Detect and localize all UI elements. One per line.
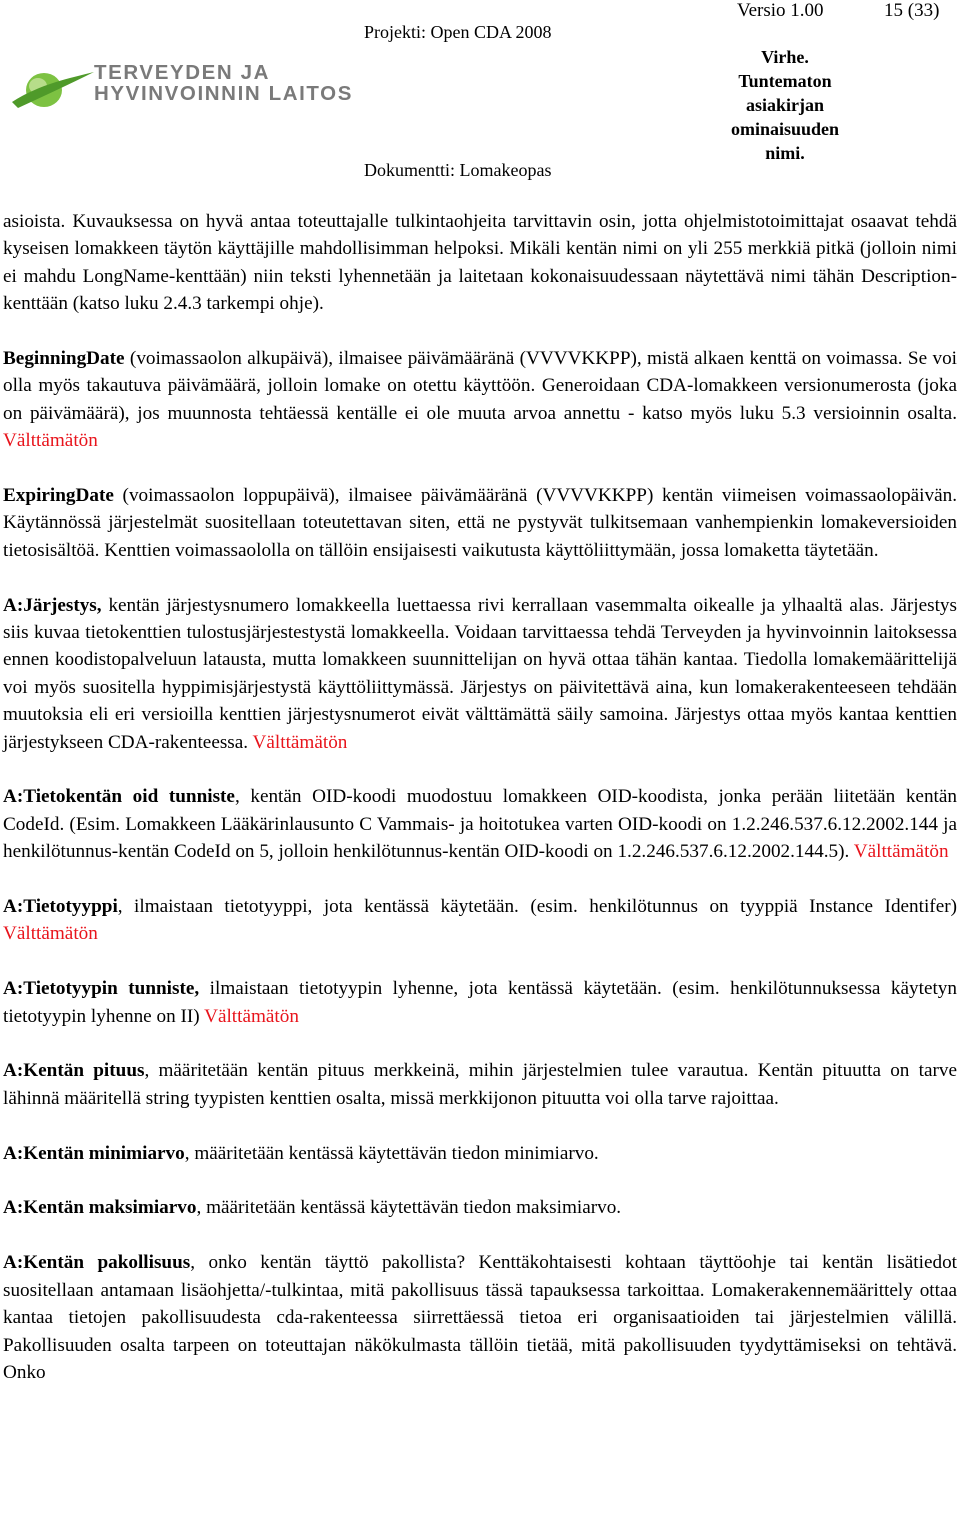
term-label: A:Kentän pakollisuus	[3, 1252, 191, 1274]
document-body	[3, 208, 957, 1386]
term-label: ExpiringDate	[3, 485, 114, 507]
required-label: Välttämätön	[3, 923, 98, 945]
paragraph-expiring-date	[3, 482, 957, 564]
paragraph-datatype	[3, 893, 957, 948]
required-label: Välttämätön	[252, 731, 348, 753]
term-label: A:Kentän pituus	[3, 1060, 145, 1082]
error-notice	[712, 45, 858, 165]
paragraph-text: kentän järjestysnumero lomakkeella luettaessa rivi kerrallaan vasemmalta oikealle ja ylhaaltä alas. Järjestys siis kuvaa tietokenttien tulostusjärjestestystä lomakkeella. Voidaan tarvittaessa tehdä Terveyden ja hyvinvoinnin laitoksessa ennen koodistopalveluun latausta, mutta lomakkeen suunnittelijan on hyvä ottaa tähän kantaa. Tiedolla lomakemäärittelijä voi myös suositella hyppimisjärjestystä käyttöliittymässä. Järjestys on päivitettävä aina, kun lomakerakenteeseen tehdään muutoksia eli eri versioilla kenttien järjestysnumerot eivät välttämättä säily samoina. Järjestys ottaa myös kantaa kenttien järjestykseen CDA-rakenteessa.	[3, 594, 957, 753]
paragraph-max	[3, 1194, 957, 1221]
paragraph-text: , kentän OID-koodi muodostuu lomakkeen OID-koodista, jonka perään liitetään kentän CodeId. (Esim. Lomakkeen Lääkärinlausunto C Vammais- ja hoitotukea varten OID-koodi on 1.2.246.537.6.12.2002.144 ja henkilötunnus-kentän CodeId on 5, jolloin henkilötunnus-kentän OID-koodi on 1.2.246.537.6.12.2002.144.5).	[3, 786, 957, 863]
paragraph-text: (voimassaolon alkupäivä), ilmaisee päivämääränä (VVVVKKPP), mistä alkaen kenttä on voimassa. Se voi olla myös takautuva päivämäärä, jolloin lomake on otettu käyttöön. Generoidaan CDA-lomakkeen versionumerosta (joka on päivämäärä), jos muunnosta tehtäessä kentälle ei ole muuta arvoa annettu - katso myös luku 5.3 versioinnin osalta.	[3, 348, 957, 424]
paragraph-text: , määritetään kentässä käytettävän tiedon maksimiarvo.	[196, 1197, 622, 1219]
paragraph-datatype-id	[3, 975, 957, 1030]
paragraph-length	[3, 1057, 957, 1112]
paragraph-text: , määritetään kentän pituus merkkeinä, mihin järjestelmien tulee varautua. Kentän pituutta on tarve lähinnä määritellä string tyypisten kenttien osalta, missä merkkijonon pituutta voi olla tarve rajoittaa.	[3, 1060, 957, 1109]
error-line: nimi.	[765, 143, 805, 163]
error-line: Virhe.	[761, 47, 809, 67]
term-label: A:Tietokentän oid tunniste	[3, 786, 235, 808]
term-label: A:Tietotyypin tunniste,	[3, 978, 200, 1000]
paragraph-text: , onko kentän täyttö pakollista? Kenttäkohtaisesti kohtaan täyttöohje tai kentän lisätiedot suositellaan antamaan lisäohjetta/-tulkintaa, mitä pakollisuus tässä tapauksessa tarkoittaa. Lomakerakennemäärittely ottaa kantaa tietojen pakollisuudesta cda-rakenteessa siirrettäessä tietoa eri organisaatioiden tai järjestelmien välillä. Pakollisuuden osalta tarpeen on toteuttajan näkökulmasta tällöin tietää, mitä pakollisuuden tyydyttämiseksi on tehtävä. Onko	[3, 1252, 957, 1383]
logo-line-1: TERVEYDEN JA	[94, 61, 271, 84]
logo-wordmark	[94, 62, 353, 104]
paragraph-beginning-date	[3, 345, 957, 455]
version-label: Versio 1.00	[737, 0, 824, 21]
paragraph-min	[3, 1140, 957, 1167]
paragraph-text: asioista. Kuvauksessa on hyvä antaa toteuttajalle tulkintaohjeita tarvittavin osin, jotta ohjelmistotoimittajat osaavat tehdä kyseisen lomakkeen täytön käyttäjille mahdollisimman helpoksi. Mikäli kentän nimi on yli 255 merkkiä pitkä (jolloin nimi ei mahdu LongName-kenttään) niin teksti lyhennetään ja laitetaan kokonaisuudessaan näytettävä nimi tähän Description-kenttään (katso luku 2.4.3 tarkempi ohje).	[3, 211, 957, 315]
paragraph-mandatory	[3, 1249, 957, 1386]
error-line: ominaisuuden	[730, 119, 840, 139]
error-line: Tuntematon	[738, 71, 832, 91]
page-number: 15 (33)	[884, 0, 940, 21]
paragraph-order	[3, 592, 957, 756]
term-label: A:Järjestys,	[3, 594, 102, 616]
term-label: A:Kentän minimiarvo	[3, 1142, 185, 1164]
required-label: Välttämätön	[204, 1005, 299, 1027]
paragraph-text: ilmaistaan tietotyypin lyhenne, jota kentässä käytetään. (esim. henkilötunnuksessa käytetyn tietotyypin lyhenne on II)	[3, 978, 957, 1027]
required-label: Välttämätön	[3, 430, 98, 452]
term-label: BeginningDate	[3, 348, 125, 370]
paragraph-text: , määritetään kentässä käytettävän tiedon minimiarvo.	[184, 1142, 599, 1164]
document-title: Dokumentti: Lomakeopas	[364, 160, 552, 180]
required-label: Välttämätön	[853, 841, 949, 863]
paragraph-intro	[3, 208, 957, 318]
paragraph-text: , ilmaistaan tietotyyppi, jota kentässä käytetään. (esim. henkilötunnus on tyyppiä Instance Identifer)	[117, 896, 957, 918]
page-header	[0, 0, 960, 195]
paragraph-oid	[3, 783, 957, 865]
term-label: A:Tietotyyppi	[3, 896, 118, 918]
error-line: asiakirjan	[745, 95, 824, 115]
project-title: Projekti: Open CDA 2008	[364, 22, 552, 42]
term-label: A:Kentän maksimiarvo	[3, 1197, 197, 1219]
logo-line-2: HYVINVOINNIN LAITOS	[94, 82, 353, 105]
paragraph-text: (voimassaolon loppupäivä), ilmaisee päivämääränä (VVVVKKPP) kentän viimeisen voimassaolopäivän. Käytännössä järjestelmät suositellaan toteutettavan siten, että ne pystyvät tulkitsemaan vanhempienkin lomakeversioiden tietosisältöä. Kenttien voimassaololla on tällöin ensijaisesti vaikutusta käyttöliittymään, jossa lomaketta täytetään.	[3, 485, 957, 561]
